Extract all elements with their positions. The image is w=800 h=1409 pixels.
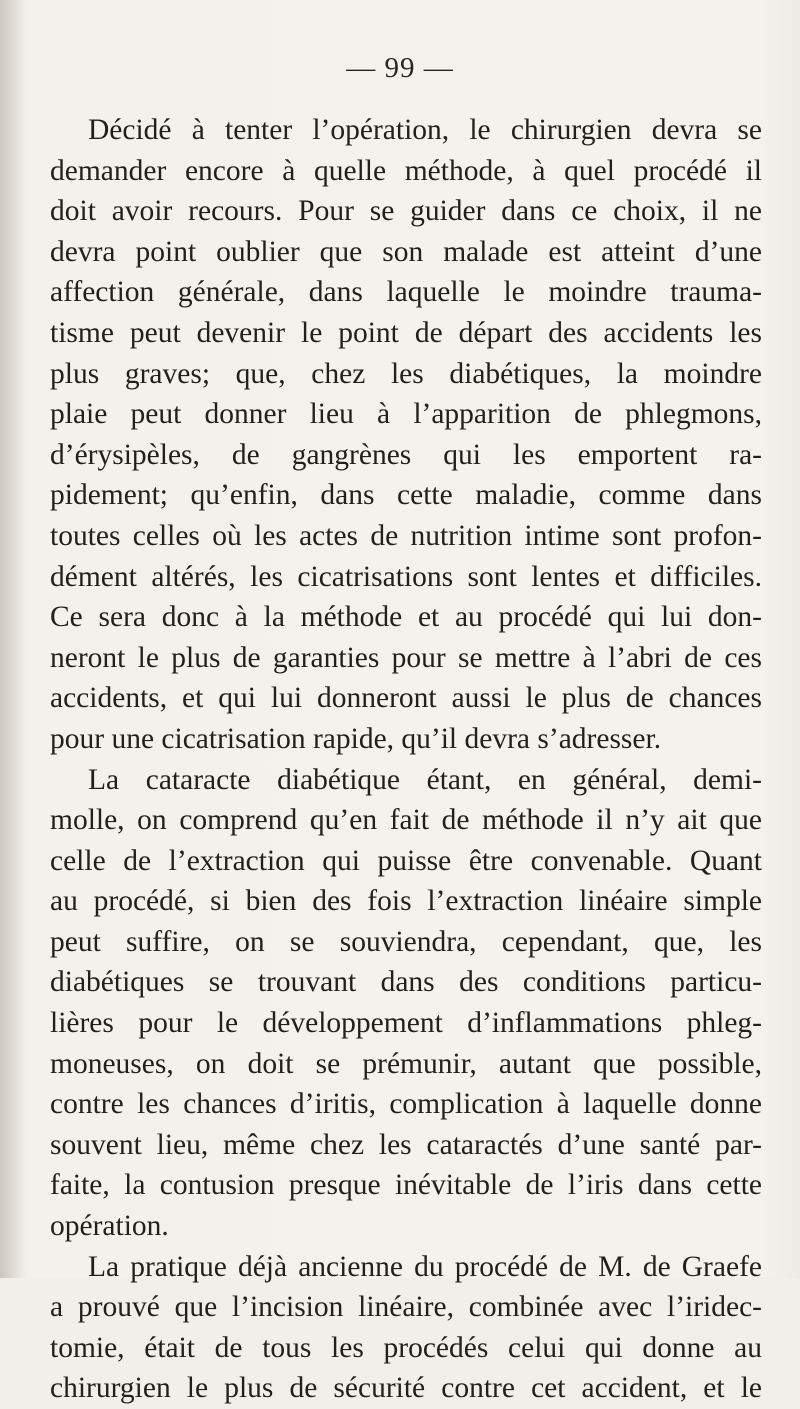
- text-line: Ce sera donc à la méthode et au procédé qui lui don-: [50, 601, 762, 634]
- text-line: affection générale, dans laquelle le moindre trauma-: [50, 276, 762, 309]
- text-line: pidement; qu’enfin, dans cette maladie, comme dans: [50, 479, 762, 512]
- text-line: Décidé à tenter l’opération, le chirurgien devra se: [88, 114, 762, 146]
- text-line: a prouvé que l’incision linéaire, combinée avec l’iridec-: [50, 1291, 762, 1324]
- page-number: — 99 —: [346, 52, 454, 84]
- text-line: opération.: [50, 1210, 169, 1243]
- text-line: doit avoir recours. Pour se guider dans ce choix, il ne: [50, 195, 762, 228]
- text-line: dément altérés, les cicatrisations sont lentes et difficiles.: [50, 560, 762, 593]
- text-line: La cataracte diabétique étant, en général, demi-: [88, 763, 762, 796]
- text-line: souvent lieu, même chez les cataractés d’une santé par-: [50, 1128, 762, 1161]
- text-line: toutes celles où les actes de nutrition intime sont profon-: [50, 519, 762, 552]
- text-line: La pratique déjà ancienne du procédé de M. de Graefe: [88, 1250, 762, 1283]
- body-text: [50, 110, 762, 1409]
- text-line: pour une cicatrisation rapide, qu’il devra s’adresser.: [50, 722, 662, 755]
- text-line: demander encore à quelle méthode, à quel procédé il: [50, 154, 762, 187]
- binding-shadow: [0, 0, 26, 1278]
- text-line: accidents, et qui lui donneront aussi le plus de chances: [50, 682, 762, 715]
- text-line: chirurgien le plus de sécurité contre cet accident, et le: [50, 1372, 762, 1405]
- text-line: peut suffire, on se souviendra, cependant, que, les: [50, 925, 762, 958]
- text-line: devra point oublier que son malade est atteint d’une: [50, 235, 762, 268]
- text-line: celle de l’extraction qui puisse être convenable. Quant: [50, 844, 762, 877]
- text-line: molle, on comprend qu’en fait de méthode il n’y ait que: [50, 804, 762, 837]
- text-line: plaie peut donner lieu à l’apparition de phlegmons,: [50, 398, 762, 431]
- text-line: diabétiques se trouvant dans des conditions particu-: [50, 966, 762, 999]
- text-line: d’érysipèles, de gangrènes qui les emportent ra-: [50, 438, 762, 471]
- text-line: plus graves; que, chez les diabétiques, la moindre: [50, 357, 762, 390]
- text-line: tomie, était de tous les procédés celui qui donne au: [50, 1331, 762, 1364]
- text-line: lières pour le développement d’inflammations phleg-: [50, 1007, 762, 1040]
- text-line: tisme peut devenir le point de départ des accidents les: [50, 316, 762, 349]
- text-line: au procédé, si bien des fois l’extraction linéaire simple: [50, 885, 762, 918]
- text-line: faite, la contusion presque inévitable de l’iris dans cette: [50, 1169, 762, 1202]
- text-line: neront le plus de garanties pour se mettre à l’abri de ces: [50, 641, 762, 674]
- text-line: moneuses, on doit se prémunir, autant que possible,: [50, 1047, 762, 1080]
- text-line: contre les chances d’iritis, complication à laquelle donne: [50, 1088, 762, 1121]
